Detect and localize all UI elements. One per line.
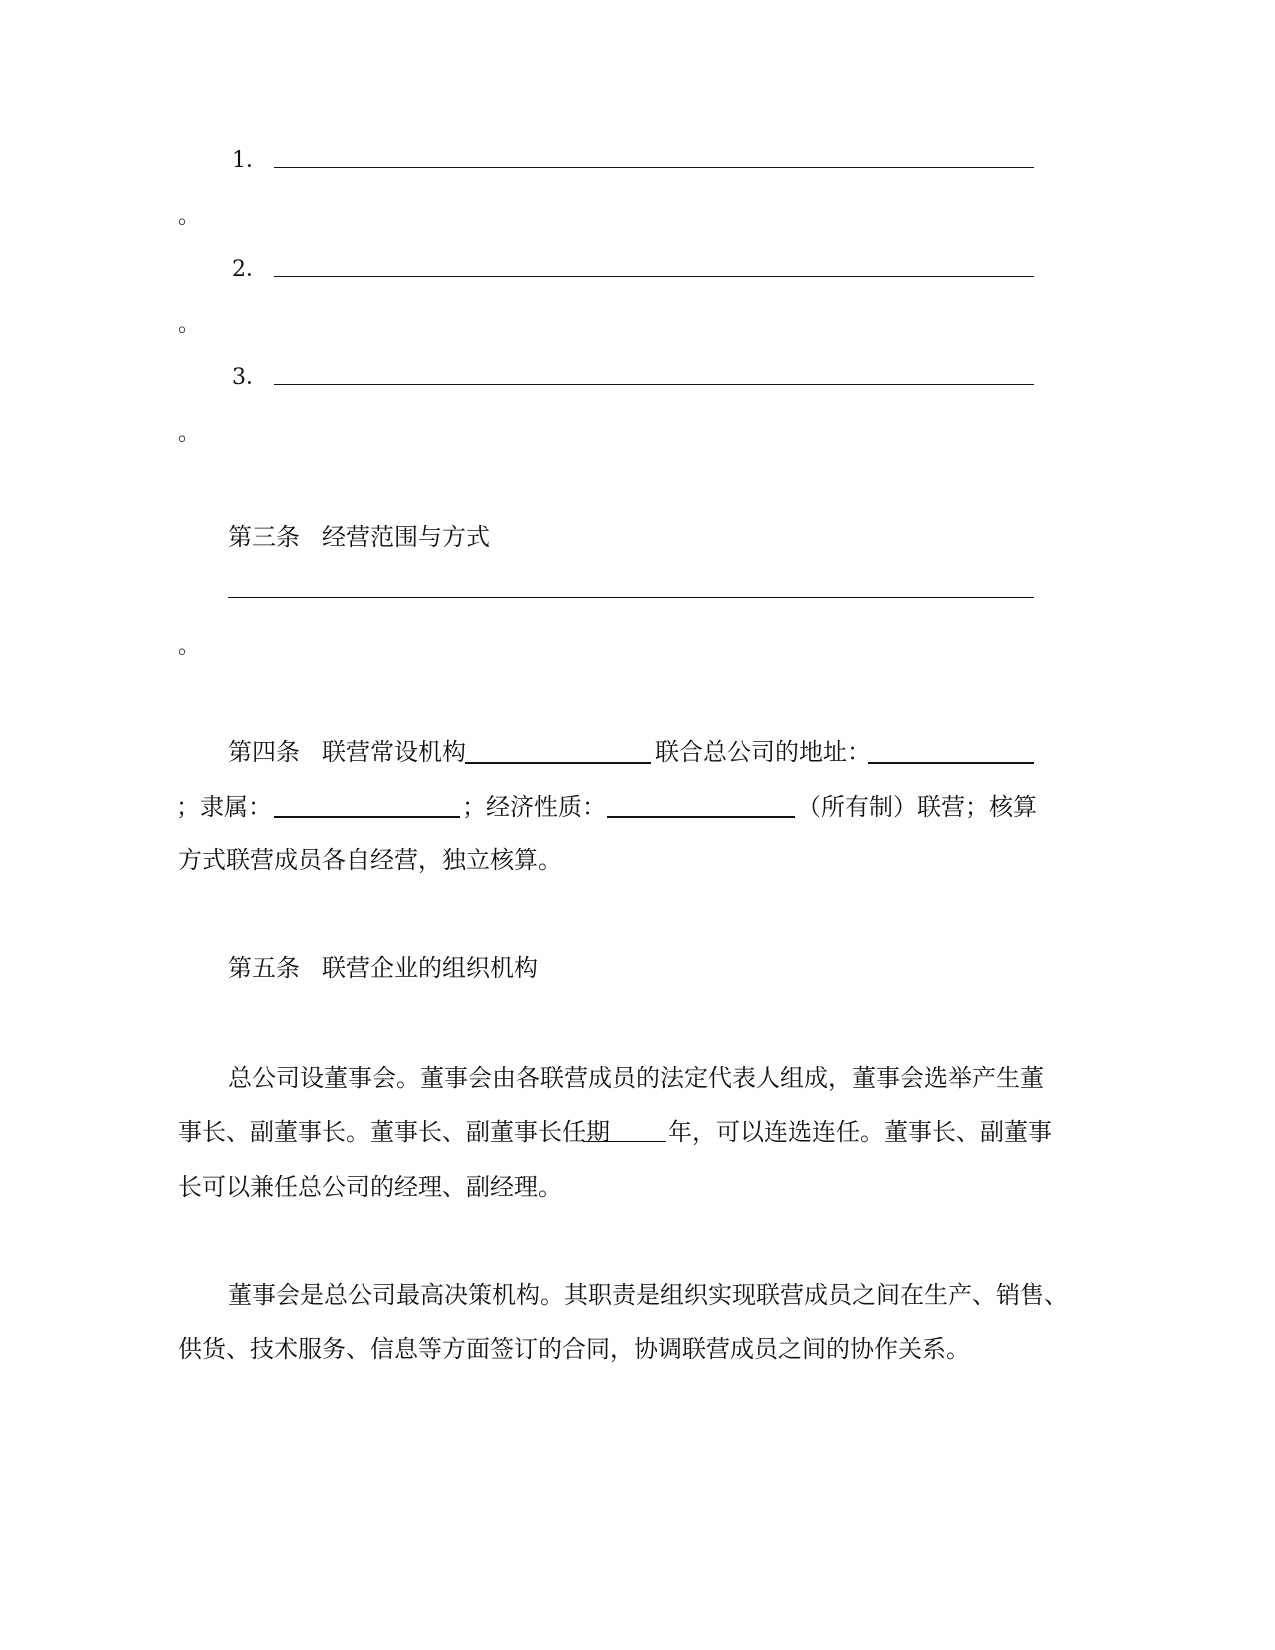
affiliation-label: ；隶属：	[176, 793, 272, 821]
item-2-blank-line	[274, 276, 1034, 277]
term-years-blank-line	[583, 1141, 666, 1142]
economic-nature-blank-line	[607, 816, 795, 818]
economic-nature-label: ；经济性质：	[462, 793, 606, 821]
article-3-title: 经营范围与方式	[322, 523, 490, 551]
ownership-text: （所有制）联营；核算	[797, 793, 1037, 821]
article-4-title: 联营常设机构	[322, 738, 466, 766]
item-2-number: 2．	[232, 257, 268, 282]
article-3-heading	[228, 522, 490, 552]
item-3-number: 3．	[232, 365, 268, 390]
address-label: 联合总公司的地址：	[655, 738, 871, 766]
board-paragraph-line-3: 长可以兼任总公司的经理、副经理。	[178, 1173, 562, 1201]
item-1-end-mark: 。	[178, 204, 201, 229]
institution-blank-line	[465, 762, 651, 764]
item-1-blank-line	[274, 167, 1034, 168]
article-3-blank-line	[228, 597, 1034, 598]
board-duties-line-2: 供货、技术服务、信息等方面签订的合同，协调联营成员之间的协作关系。	[178, 1335, 970, 1363]
article-5-title: 联营企业的组织机构	[322, 954, 538, 982]
article-3-label: 第三条	[228, 523, 300, 551]
article-3-end-mark: 。	[178, 634, 201, 659]
article-5-heading	[228, 953, 538, 983]
item-3-end-mark: 。	[178, 421, 201, 446]
item-3-blank-line	[274, 384, 1034, 385]
board-paragraph-line-1: 总公司设董事会。董事会由各联营成员的法定代表人组成，董事会选举产生董	[228, 1064, 1044, 1092]
article-5-label: 第五条	[228, 954, 300, 982]
board-paragraph-line-2b: 年，可以连选连任。董事长、副董事	[668, 1118, 1052, 1146]
article-4-label: 第四条	[228, 738, 300, 766]
item-1-number: 1．	[232, 148, 268, 173]
board-paragraph-line-2a: 事长、副董事长。董事长、副董事长任期	[178, 1118, 610, 1146]
affiliation-blank-line	[274, 816, 460, 818]
accounting-text: 方式联营成员各自经营，独立核算。	[178, 846, 562, 874]
board-duties-line-1: 董事会是总公司最高决策机构。其职责是组织实现联营成员之间在生产、销售、	[228, 1281, 1068, 1309]
item-2-end-mark: 。	[178, 312, 201, 337]
address-blank-line	[868, 762, 1034, 764]
